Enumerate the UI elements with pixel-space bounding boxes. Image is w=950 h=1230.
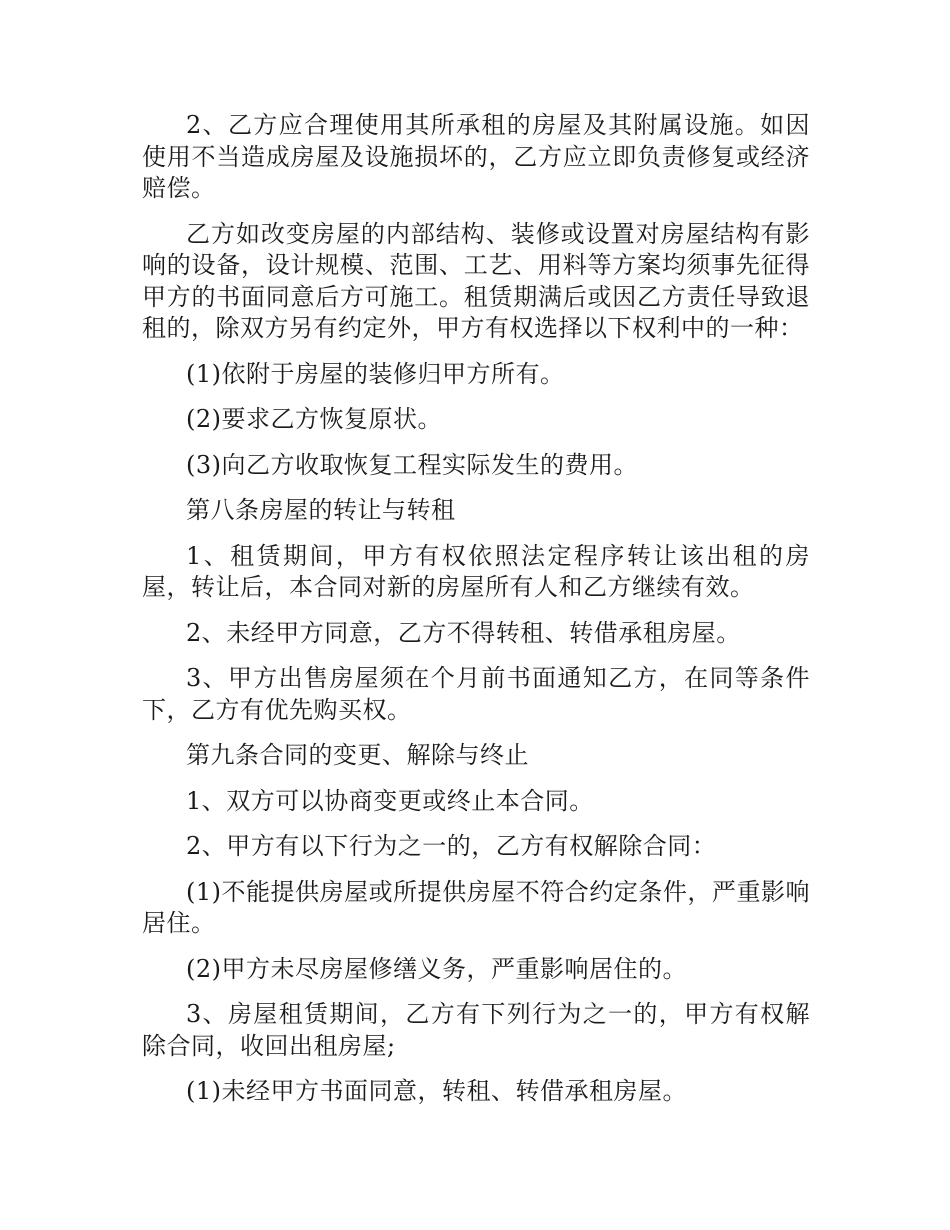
paragraph-option-1: (1)依附于房屋的装修归甲方所有。	[186, 359, 565, 388]
article-8-heading: 第八条房屋的转让与转租	[186, 496, 456, 524]
paragraph-tenant-termination: 2、甲方有以下行为之一的，乙方有权解除合同：	[186, 832, 717, 860]
paragraph-transfer: 1、租赁期间，甲方有权依照法定程序转让该出租的房屋，转让后，本合同对新的房屋所有人和乙方继续有效。	[142, 541, 810, 601]
paragraph-option-2: (2)要求乙方恢复原状。	[186, 405, 442, 433]
paragraph-landlord-item-1: (1)未经甲方书面同意，转租、转借承租房屋。	[186, 1077, 687, 1105]
paragraph-no-sublet: 2、未经甲方同意，乙方不得转租、转借承租房屋。	[186, 618, 741, 647]
paragraph-landlord-termination: 3、房屋租赁期间，乙方有下列行为之一的，甲方有权解除合同，收回出租房屋;	[142, 1000, 810, 1060]
paragraph-structure-change: 乙方如改变房屋的内部结构、装修或设置对房屋结构有影响的设备，设计规模、范围、工艺、用料等方案均须事先征得甲方的书面同意后方可施工。租赁期满后或因乙方责任导致退租的，除双方另有约定外，甲方有权选择以下权利中的一种：	[142, 219, 810, 342]
paragraph-termination-item-1: (1)不能提供房屋或所提供房屋不符合约定条件，严重影响居住。	[142, 877, 810, 937]
document-body	[142, 110, 810, 1122]
paragraph-termination-item-2: (2)甲方未尽房屋修缮义务，严重影响居住的。	[186, 954, 687, 983]
article-9-heading: 第九条合同的变更、解除与终止	[186, 741, 529, 769]
paragraph-option-3: (3)向乙方收取恢复工程实际发生的费用。	[186, 450, 638, 479]
paragraph-preemption: 3、甲方出售房屋须在个月前书面通知乙方，在同等条件下，乙方有优先购买权。	[142, 664, 810, 724]
paragraph-repair-obligation: 2、乙方应合理使用其所承租的房屋及其附属设施。如因使用不当造成房屋及设施损坏的，乙方应立即负责修复或经济赔偿。	[142, 111, 810, 202]
paragraph-mutual-change: 1、双方可以协商变更或终止本合同。	[186, 786, 594, 815]
